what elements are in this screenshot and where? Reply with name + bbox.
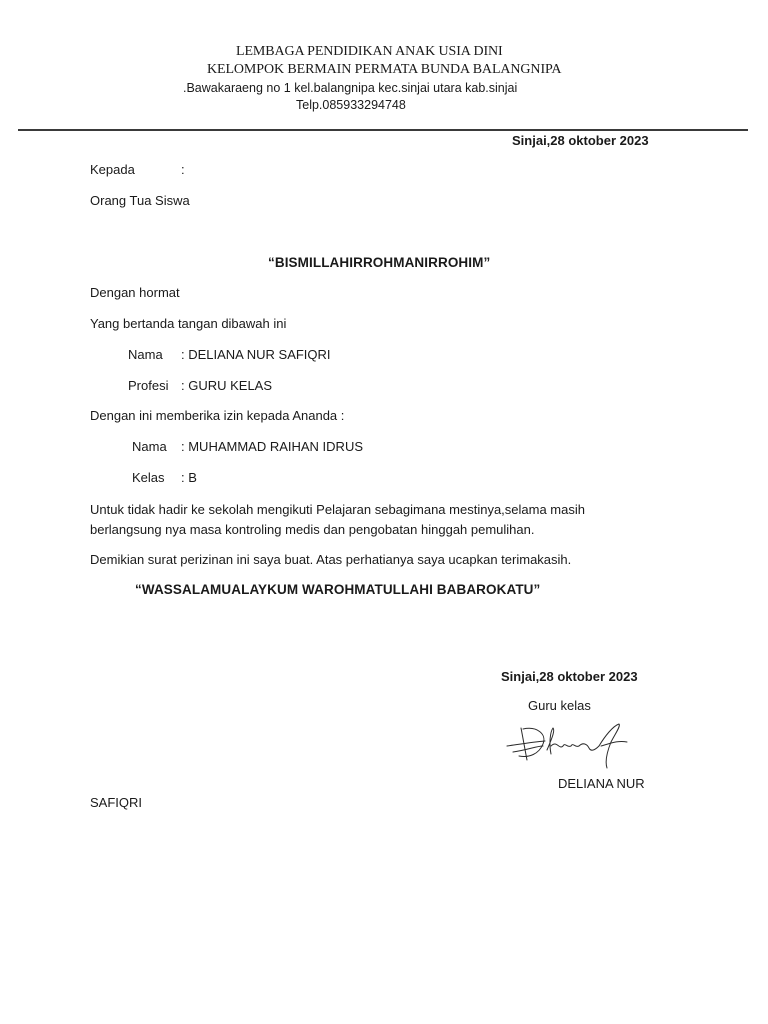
salutation: Dengan hormat (90, 285, 180, 300)
letterhead-phone: Telp.085933294748 (296, 98, 406, 112)
signature-title: Guru kelas (528, 698, 591, 713)
letterhead-line-2: KELOMPOK BERMAIN PERMATA BUNDA BALANGNIPA (207, 62, 562, 77)
handwritten-signature (503, 716, 633, 772)
signer-profession-value: : GURU KELAS (181, 378, 273, 393)
letterhead-line-1: LEMBAGA PENDIDIKAN ANAK USIA DINI (236, 44, 503, 59)
recipient-colon: : (181, 162, 185, 177)
signature-date: Sinjai,28 oktober 2023 (501, 669, 638, 684)
signer-name-value: : DELIANA NUR SAFIQRI (181, 347, 331, 362)
date-top: Sinjai,28 oktober 2023 (512, 133, 649, 148)
recipient-name: Orang Tua Siswa (90, 193, 190, 208)
letterhead-address: .Bawakaraeng no 1 kel.balangnipa kec.sinjai utara kab.sinjai (183, 81, 518, 95)
signer-name-label: Nama (128, 347, 163, 362)
permission-intro: Dengan ini memberika izin kepada Ananda : (90, 408, 345, 423)
signature-name-line-1: DELIANA NUR (558, 776, 645, 791)
student-name-label: Nama (132, 439, 167, 454)
closing-greeting: “WASSALAMUALAYKUM WAROHMATULLAHI BABAROKATU” (135, 582, 541, 597)
letterhead-divider (18, 129, 748, 131)
signer-profession-label: Profesi (128, 378, 169, 393)
student-name-value: : MUHAMMAD RAIHAN IDRUS (181, 439, 364, 454)
signature-name-line-2: SAFIQRI (90, 795, 143, 810)
student-class-label: Kelas (132, 470, 165, 485)
recipient-label: Kepada (90, 162, 135, 177)
signer-intro: Yang bertanda tangan dibawah ini (90, 316, 287, 331)
student-class-value: : B (181, 470, 197, 485)
body-paragraph: Untuk tidak hadir ke sekolah mengikuti Pelajaran sebagimana mestinya,selama masih berlangsung nya masa kontroling medis dan pengobatan hinggah pemulihan. (90, 502, 585, 537)
closing-sentence: Demikian surat perizinan ini saya buat. Atas perhatianya saya ucapkan terimakasih. (90, 552, 572, 567)
opening-greeting: “BISMILLAHIRROHMANIRROHIM” (268, 255, 491, 270)
